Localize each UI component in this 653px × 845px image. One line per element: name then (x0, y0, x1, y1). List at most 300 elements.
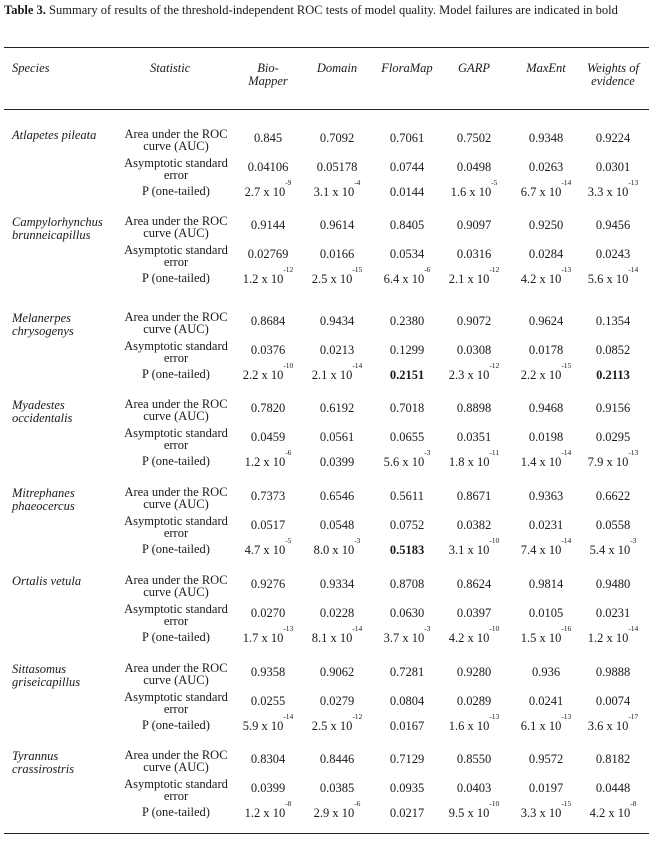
p-exponent: -14 (628, 624, 639, 633)
p-mantissa: 1.7 (242, 631, 259, 645)
times-ten: x 10 (536, 185, 562, 199)
se-value-garp: 0.0308 (456, 343, 492, 357)
se-value-garp: 0.0351 (456, 430, 492, 444)
p-value-garp (439, 448, 509, 469)
auc-value-weights: 0.9224 (595, 131, 631, 145)
p-mantissa: 2.2 (242, 368, 259, 382)
p-exponent: -3 (630, 536, 637, 545)
auc-value-weights: 0.8182 (595, 752, 631, 766)
statistic-label-p: P (one-tailed) (142, 367, 210, 381)
p-exponent: -6 (354, 799, 361, 808)
p-value-weights: 0.2113 (596, 368, 630, 382)
species-name: Ortalis vetula (12, 574, 82, 588)
p-mantissa: 2.1 (448, 272, 465, 286)
times-ten: x 10 (464, 719, 490, 733)
auc-value-domain: 0.9062 (319, 665, 355, 679)
times-ten: x 10 (258, 719, 284, 733)
p-value-maxent (511, 536, 581, 557)
p-value-garp (439, 265, 509, 286)
statistic-label-se: Asymptotic standard error (124, 777, 228, 803)
times-ten: x 10 (464, 368, 490, 382)
p-value-maxent (511, 265, 581, 286)
times-ten: x 10 (258, 272, 284, 286)
times-ten: x 10 (327, 272, 353, 286)
auc-value-domain: 0.6192 (319, 401, 355, 415)
times-ten: x 10 (536, 719, 562, 733)
se-value-biomapper: 0.0255 (250, 694, 286, 708)
se-value-biomapper: 0.0270 (250, 606, 286, 620)
p-mantissa: 7.4 (520, 543, 537, 557)
se-value-domain: 0.0385 (319, 781, 355, 795)
se-value-garp: 0.0403 (456, 781, 492, 795)
p-mantissa: 3.6 (587, 719, 604, 733)
times-ten: x 10 (605, 543, 631, 557)
se-value-biomapper: 0.0517 (250, 518, 286, 532)
auc-value-maxent: 0.936 (531, 665, 561, 679)
statistic-label-p: P (one-tailed) (142, 805, 210, 819)
auc-value-garp: 0.8671 (456, 489, 492, 503)
times-ten: x 10 (603, 185, 629, 199)
auc-value-garp: 0.8550 (456, 752, 492, 766)
times-ten: x 10 (603, 719, 629, 733)
p-value-floramap: 0.0144 (389, 185, 425, 199)
p-mantissa: 3.1 (313, 185, 330, 199)
p-value-garp (439, 178, 509, 199)
auc-value-floramap: 0.8708 (389, 577, 425, 591)
p-mantissa: 4.2 (589, 806, 606, 820)
p-value-floramap: 0.0167 (389, 719, 425, 733)
statistic-label-auc: Area under the ROC curve (AUC) (124, 310, 228, 336)
auc-value-weights: 0.9156 (595, 401, 631, 415)
p-value-maxent (511, 799, 581, 820)
auc-value-floramap: 0.8405 (389, 218, 425, 232)
auc-value-domain: 0.9434 (319, 314, 355, 328)
auc-value-floramap: 0.7061 (389, 131, 425, 145)
se-value-floramap: 0.0935 (389, 781, 425, 795)
times-ten: x 10 (466, 185, 492, 199)
p-exponent: -6 (424, 265, 431, 274)
statistic-label-se: Asymptotic standard error (124, 339, 228, 365)
se-value-garp: 0.0498 (456, 160, 492, 174)
statistic-label-auc: Area under the ROC curve (AUC) (124, 485, 228, 511)
se-value-biomapper: 0.0459 (250, 430, 286, 444)
se-value-weights: 0.0295 (595, 430, 631, 444)
caption-text: Summary of results of the threshold-independent ROC tests of model quality. Model failures are indicated in bold (49, 3, 618, 17)
p-exponent: -12 (489, 361, 500, 370)
p-mantissa: 4.2 (448, 631, 465, 645)
auc-value-floramap: 0.7129 (389, 752, 425, 766)
p-value-domain (302, 265, 372, 286)
times-ten: x 10 (536, 455, 562, 469)
p-value-floramap: 0.5183 (389, 543, 425, 557)
p-value-floramap (372, 265, 442, 286)
p-mantissa: 3.3 (520, 806, 537, 820)
times-ten: x 10 (603, 631, 629, 645)
species-name: Tyrannus crassirostris (12, 749, 75, 776)
times-ten: x 10 (399, 272, 425, 286)
se-value-biomapper: 0.04106 (247, 160, 289, 174)
times-ten: x 10 (464, 543, 490, 557)
p-mantissa: 5.9 (242, 719, 259, 733)
bottom-rule (4, 833, 649, 834)
se-value-floramap: 0.0752 (389, 518, 425, 532)
p-exponent: -13 (628, 178, 639, 187)
times-ten: x 10 (258, 368, 284, 382)
se-value-domain: 0.0166 (319, 247, 355, 261)
p-exponent: -15 (352, 265, 363, 274)
p-value-domain: 0.0399 (319, 455, 355, 469)
auc-value-floramap: 0.2380 (389, 314, 425, 328)
auc-value-domain: 0.6546 (319, 489, 355, 503)
p-exponent: -9 (285, 178, 292, 187)
se-value-maxent: 0.0178 (528, 343, 564, 357)
p-mantissa: 3.1 (448, 543, 465, 557)
p-mantissa: 5.6 (383, 455, 400, 469)
p-exponent: -10 (489, 624, 500, 633)
p-value-weights (578, 265, 648, 286)
header-garp: GARP (458, 61, 490, 75)
p-exponent: -14 (561, 178, 572, 187)
p-mantissa: 8.0 (313, 543, 330, 557)
statistic-label-auc: Area under the ROC curve (AUC) (124, 397, 228, 423)
auc-value-garp: 0.9280 (456, 665, 492, 679)
p-mantissa: 1.2 (242, 272, 259, 286)
p-value-biomapper (233, 799, 303, 820)
p-mantissa: 2.3 (448, 368, 465, 382)
p-value-biomapper (233, 624, 303, 645)
se-value-weights: 0.0448 (595, 781, 631, 795)
p-mantissa: 2.5 (311, 272, 328, 286)
auc-value-maxent: 0.9348 (528, 131, 564, 145)
times-ten: x 10 (464, 631, 490, 645)
auc-value-biomapper: 0.9144 (250, 218, 286, 232)
auc-value-floramap: 0.7281 (389, 665, 425, 679)
auc-value-domain: 0.9334 (319, 577, 355, 591)
auc-value-maxent: 0.9250 (528, 218, 564, 232)
p-value-biomapper (233, 265, 303, 286)
species-name: Melanerpes chrysogenys (12, 311, 74, 338)
p-value-floramap: 0.0217 (389, 806, 425, 820)
p-mantissa: 1.2 (244, 455, 261, 469)
p-exponent: -12 (352, 712, 363, 721)
p-exponent: -13 (561, 265, 572, 274)
p-mantissa: 1.2 (587, 631, 604, 645)
se-value-maxent: 0.0284 (528, 247, 564, 261)
se-value-domain: 0.05178 (316, 160, 358, 174)
times-ten: x 10 (260, 806, 286, 820)
p-exponent: -16 (561, 624, 572, 633)
table-caption (4, 2, 649, 19)
statistic-label-p: P (one-tailed) (142, 271, 210, 285)
statistic-label-se: Asymptotic standard error (124, 602, 228, 628)
p-exponent: -14 (561, 536, 572, 545)
se-value-floramap: 0.0744 (389, 160, 425, 174)
p-exponent: -3 (424, 448, 431, 457)
p-value-garp (439, 712, 509, 733)
se-value-domain: 0.0279 (319, 694, 355, 708)
header-species: Species (12, 61, 50, 75)
times-ten: x 10 (536, 806, 562, 820)
auc-value-maxent: 0.9363 (528, 489, 564, 503)
times-ten: x 10 (536, 368, 562, 382)
se-value-weights: 0.0301 (595, 160, 631, 174)
p-mantissa: 3.3 (587, 185, 604, 199)
p-value-weights (578, 712, 648, 733)
statistic-label-se: Asymptotic standard error (124, 156, 228, 182)
p-mantissa: 1.5 (520, 631, 537, 645)
species-name: Campylorhynchus brunneicapillus (12, 215, 103, 242)
header-biomapper: Bio-Mapper (248, 61, 288, 88)
times-ten: x 10 (605, 806, 631, 820)
auc-value-maxent: 0.9624 (528, 314, 564, 328)
p-mantissa: 9.5 (448, 806, 465, 820)
header-domain: Domain (316, 61, 358, 75)
p-mantissa: 2.1 (311, 368, 328, 382)
times-ten: x 10 (327, 719, 353, 733)
header-weights-of-evidence: Weights of evidence (587, 61, 639, 88)
p-value-domain (302, 361, 372, 382)
auc-value-maxent: 0.9814 (528, 577, 564, 591)
auc-value-maxent: 0.9572 (528, 752, 564, 766)
se-value-floramap: 0.1299 (389, 343, 425, 357)
p-exponent: -11 (489, 448, 500, 457)
p-value-weights (578, 536, 648, 557)
se-value-maxent: 0.0105 (528, 606, 564, 620)
p-mantissa: 4.2 (520, 272, 537, 286)
p-mantissa: 2.9 (313, 806, 330, 820)
auc-value-garp: 0.9097 (456, 218, 492, 232)
p-mantissa: 1.8 (448, 455, 465, 469)
p-mantissa: 1.2 (244, 806, 261, 820)
p-exponent: -14 (283, 712, 294, 721)
p-mantissa: 5.6 (587, 272, 604, 286)
times-ten: x 10 (536, 272, 562, 286)
times-ten: x 10 (260, 543, 286, 557)
p-value-floramap: 0.2151 (389, 368, 425, 382)
p-exponent: -3 (354, 536, 361, 545)
se-value-garp: 0.0316 (456, 247, 492, 261)
p-value-garp (439, 624, 509, 645)
statistic-label-se: Asymptotic standard error (124, 426, 228, 452)
times-ten: x 10 (464, 272, 490, 286)
auc-value-biomapper: 0.7820 (250, 401, 286, 415)
species-name: Mitrephanes phaeocercus (12, 486, 75, 513)
auc-value-weights: 0.9480 (595, 577, 631, 591)
se-value-maxent: 0.0198 (528, 430, 564, 444)
times-ten: x 10 (327, 631, 353, 645)
auc-value-domain: 0.9614 (319, 218, 355, 232)
p-mantissa: 6.1 (520, 719, 537, 733)
p-value-domain (302, 712, 372, 733)
p-value-biomapper (233, 536, 303, 557)
header-statistic: Statistic (150, 61, 191, 75)
auc-value-weights: 0.6622 (595, 489, 631, 503)
se-value-biomapper: 0.0376 (250, 343, 286, 357)
times-ten: x 10 (603, 455, 629, 469)
p-mantissa: 1.6 (450, 185, 467, 199)
p-exponent: -17 (628, 712, 639, 721)
auc-value-biomapper: 0.9358 (250, 665, 286, 679)
se-value-weights: 0.0074 (595, 694, 631, 708)
times-ten: x 10 (260, 455, 286, 469)
p-mantissa: 4.7 (244, 543, 261, 557)
auc-value-biomapper: 0.8684 (250, 314, 286, 328)
p-exponent: -8 (285, 799, 292, 808)
species-name: Sittasomus griseicapillus (12, 662, 81, 689)
p-value-maxent (511, 448, 581, 469)
se-value-maxent: 0.0263 (528, 160, 564, 174)
se-value-maxent: 0.0231 (528, 518, 564, 532)
auc-value-biomapper: 0.8304 (250, 752, 286, 766)
auc-value-garp: 0.7502 (456, 131, 492, 145)
statistic-label-p: P (one-tailed) (142, 542, 210, 556)
se-value-biomapper: 0.0399 (250, 781, 286, 795)
se-value-floramap: 0.0804 (389, 694, 425, 708)
p-mantissa: 7.9 (587, 455, 604, 469)
p-exponent: -5 (491, 178, 498, 187)
auc-value-biomapper: 0.845 (253, 131, 283, 145)
p-mantissa: 1.4 (520, 455, 537, 469)
species-name: Atlapetes pileata (12, 128, 97, 142)
p-value-maxent (511, 178, 581, 199)
se-value-biomapper: 0.02769 (247, 247, 289, 261)
p-exponent: -8 (630, 799, 637, 808)
auc-value-biomapper: 0.9276 (250, 577, 286, 591)
p-mantissa: 1.6 (448, 719, 465, 733)
p-value-weights (578, 799, 648, 820)
p-exponent: -10 (283, 361, 294, 370)
p-exponent: -12 (283, 265, 294, 274)
top-rule (4, 47, 649, 48)
se-value-floramap: 0.0630 (389, 606, 425, 620)
p-exponent: -14 (561, 448, 572, 457)
times-ten: x 10 (329, 806, 355, 820)
se-value-floramap: 0.0655 (389, 430, 425, 444)
statistic-label-auc: Area under the ROC curve (AUC) (124, 748, 228, 774)
p-value-maxent (511, 712, 581, 733)
auc-value-domain: 0.7092 (319, 131, 355, 145)
times-ten: x 10 (603, 272, 629, 286)
p-value-biomapper (233, 178, 303, 199)
auc-value-biomapper: 0.7373 (250, 489, 286, 503)
p-exponent: -6 (285, 448, 292, 457)
se-value-domain: 0.0213 (319, 343, 355, 357)
p-value-garp (439, 536, 509, 557)
p-mantissa: 2.7 (244, 185, 261, 199)
auc-value-weights: 0.9456 (595, 218, 631, 232)
p-exponent: -3 (424, 624, 431, 633)
statistic-label-se: Asymptotic standard error (124, 690, 228, 716)
auc-value-garp: 0.8898 (456, 401, 492, 415)
auc-value-floramap: 0.7018 (389, 401, 425, 415)
p-value-biomapper (233, 712, 303, 733)
auc-value-floramap: 0.5611 (390, 489, 424, 503)
p-exponent: -15 (561, 361, 572, 370)
times-ten: x 10 (258, 631, 284, 645)
statistic-label-p: P (one-tailed) (142, 718, 210, 732)
statistic-label-auc: Area under the ROC curve (AUC) (124, 661, 228, 687)
auc-value-garp: 0.9072 (456, 314, 492, 328)
auc-value-garp: 0.8624 (456, 577, 492, 591)
auc-value-weights: 0.1354 (595, 314, 631, 328)
se-value-garp: 0.0397 (456, 606, 492, 620)
times-ten: x 10 (329, 185, 355, 199)
times-ten: x 10 (260, 185, 286, 199)
se-value-weights: 0.0852 (595, 343, 631, 357)
p-exponent: -12 (489, 265, 500, 274)
p-value-weights (578, 448, 648, 469)
p-value-weights (578, 178, 648, 199)
times-ten: x 10 (327, 368, 353, 382)
se-value-garp: 0.0382 (456, 518, 492, 532)
times-ten: x 10 (536, 543, 562, 557)
p-exponent: -14 (628, 265, 639, 274)
p-exponent: -10 (489, 536, 500, 545)
p-value-domain (302, 799, 372, 820)
p-value-weights (578, 624, 648, 645)
times-ten: x 10 (399, 631, 425, 645)
p-value-floramap (372, 624, 442, 645)
species-name: Myadestes occidentalis (12, 398, 73, 425)
auc-value-weights: 0.9888 (595, 665, 631, 679)
times-ten: x 10 (464, 455, 490, 469)
p-value-maxent (511, 361, 581, 382)
p-exponent: -13 (283, 624, 294, 633)
times-ten: x 10 (536, 631, 562, 645)
p-exponent: -4 (354, 178, 361, 187)
se-value-weights: 0.0243 (595, 247, 631, 261)
auc-value-domain: 0.8446 (319, 752, 355, 766)
p-mantissa: 6.7 (520, 185, 537, 199)
se-value-floramap: 0.0534 (389, 247, 425, 261)
p-exponent: -13 (628, 448, 639, 457)
statistic-label-auc: Area under the ROC curve (AUC) (124, 127, 228, 153)
p-value-biomapper (233, 448, 303, 469)
times-ten: x 10 (329, 543, 355, 557)
p-exponent: -14 (352, 361, 363, 370)
p-value-garp (439, 799, 509, 820)
statistic-label-p: P (one-tailed) (142, 454, 210, 468)
p-exponent: -15 (561, 799, 572, 808)
statistic-label-se: Asymptotic standard error (124, 514, 228, 540)
p-value-domain (302, 536, 372, 557)
p-mantissa: 5.4 (589, 543, 606, 557)
p-exponent: -5 (285, 536, 292, 545)
header-rule (4, 109, 649, 110)
auc-value-maxent: 0.9468 (528, 401, 564, 415)
p-exponent: -14 (352, 624, 363, 633)
se-value-maxent: 0.0241 (528, 694, 564, 708)
statistic-label-p: P (one-tailed) (142, 630, 210, 644)
statistic-label-auc: Area under the ROC curve (AUC) (124, 214, 228, 240)
se-value-weights: 0.0558 (595, 518, 631, 532)
p-exponent: -13 (561, 712, 572, 721)
p-value-floramap (372, 448, 442, 469)
p-value-garp (439, 361, 509, 382)
times-ten: x 10 (399, 455, 425, 469)
p-mantissa: 2.5 (311, 719, 328, 733)
p-exponent: -13 (489, 712, 500, 721)
p-mantissa: 8.1 (311, 631, 328, 645)
statistic-label-auc: Area under the ROC curve (AUC) (124, 573, 228, 599)
statistic-label-p: P (one-tailed) (142, 184, 210, 198)
p-mantissa: 2.2 (520, 368, 537, 382)
se-value-domain: 0.0228 (319, 606, 355, 620)
se-value-domain: 0.0548 (319, 518, 355, 532)
p-value-maxent (511, 624, 581, 645)
se-value-maxent: 0.0197 (528, 781, 564, 795)
se-value-garp: 0.0289 (456, 694, 492, 708)
